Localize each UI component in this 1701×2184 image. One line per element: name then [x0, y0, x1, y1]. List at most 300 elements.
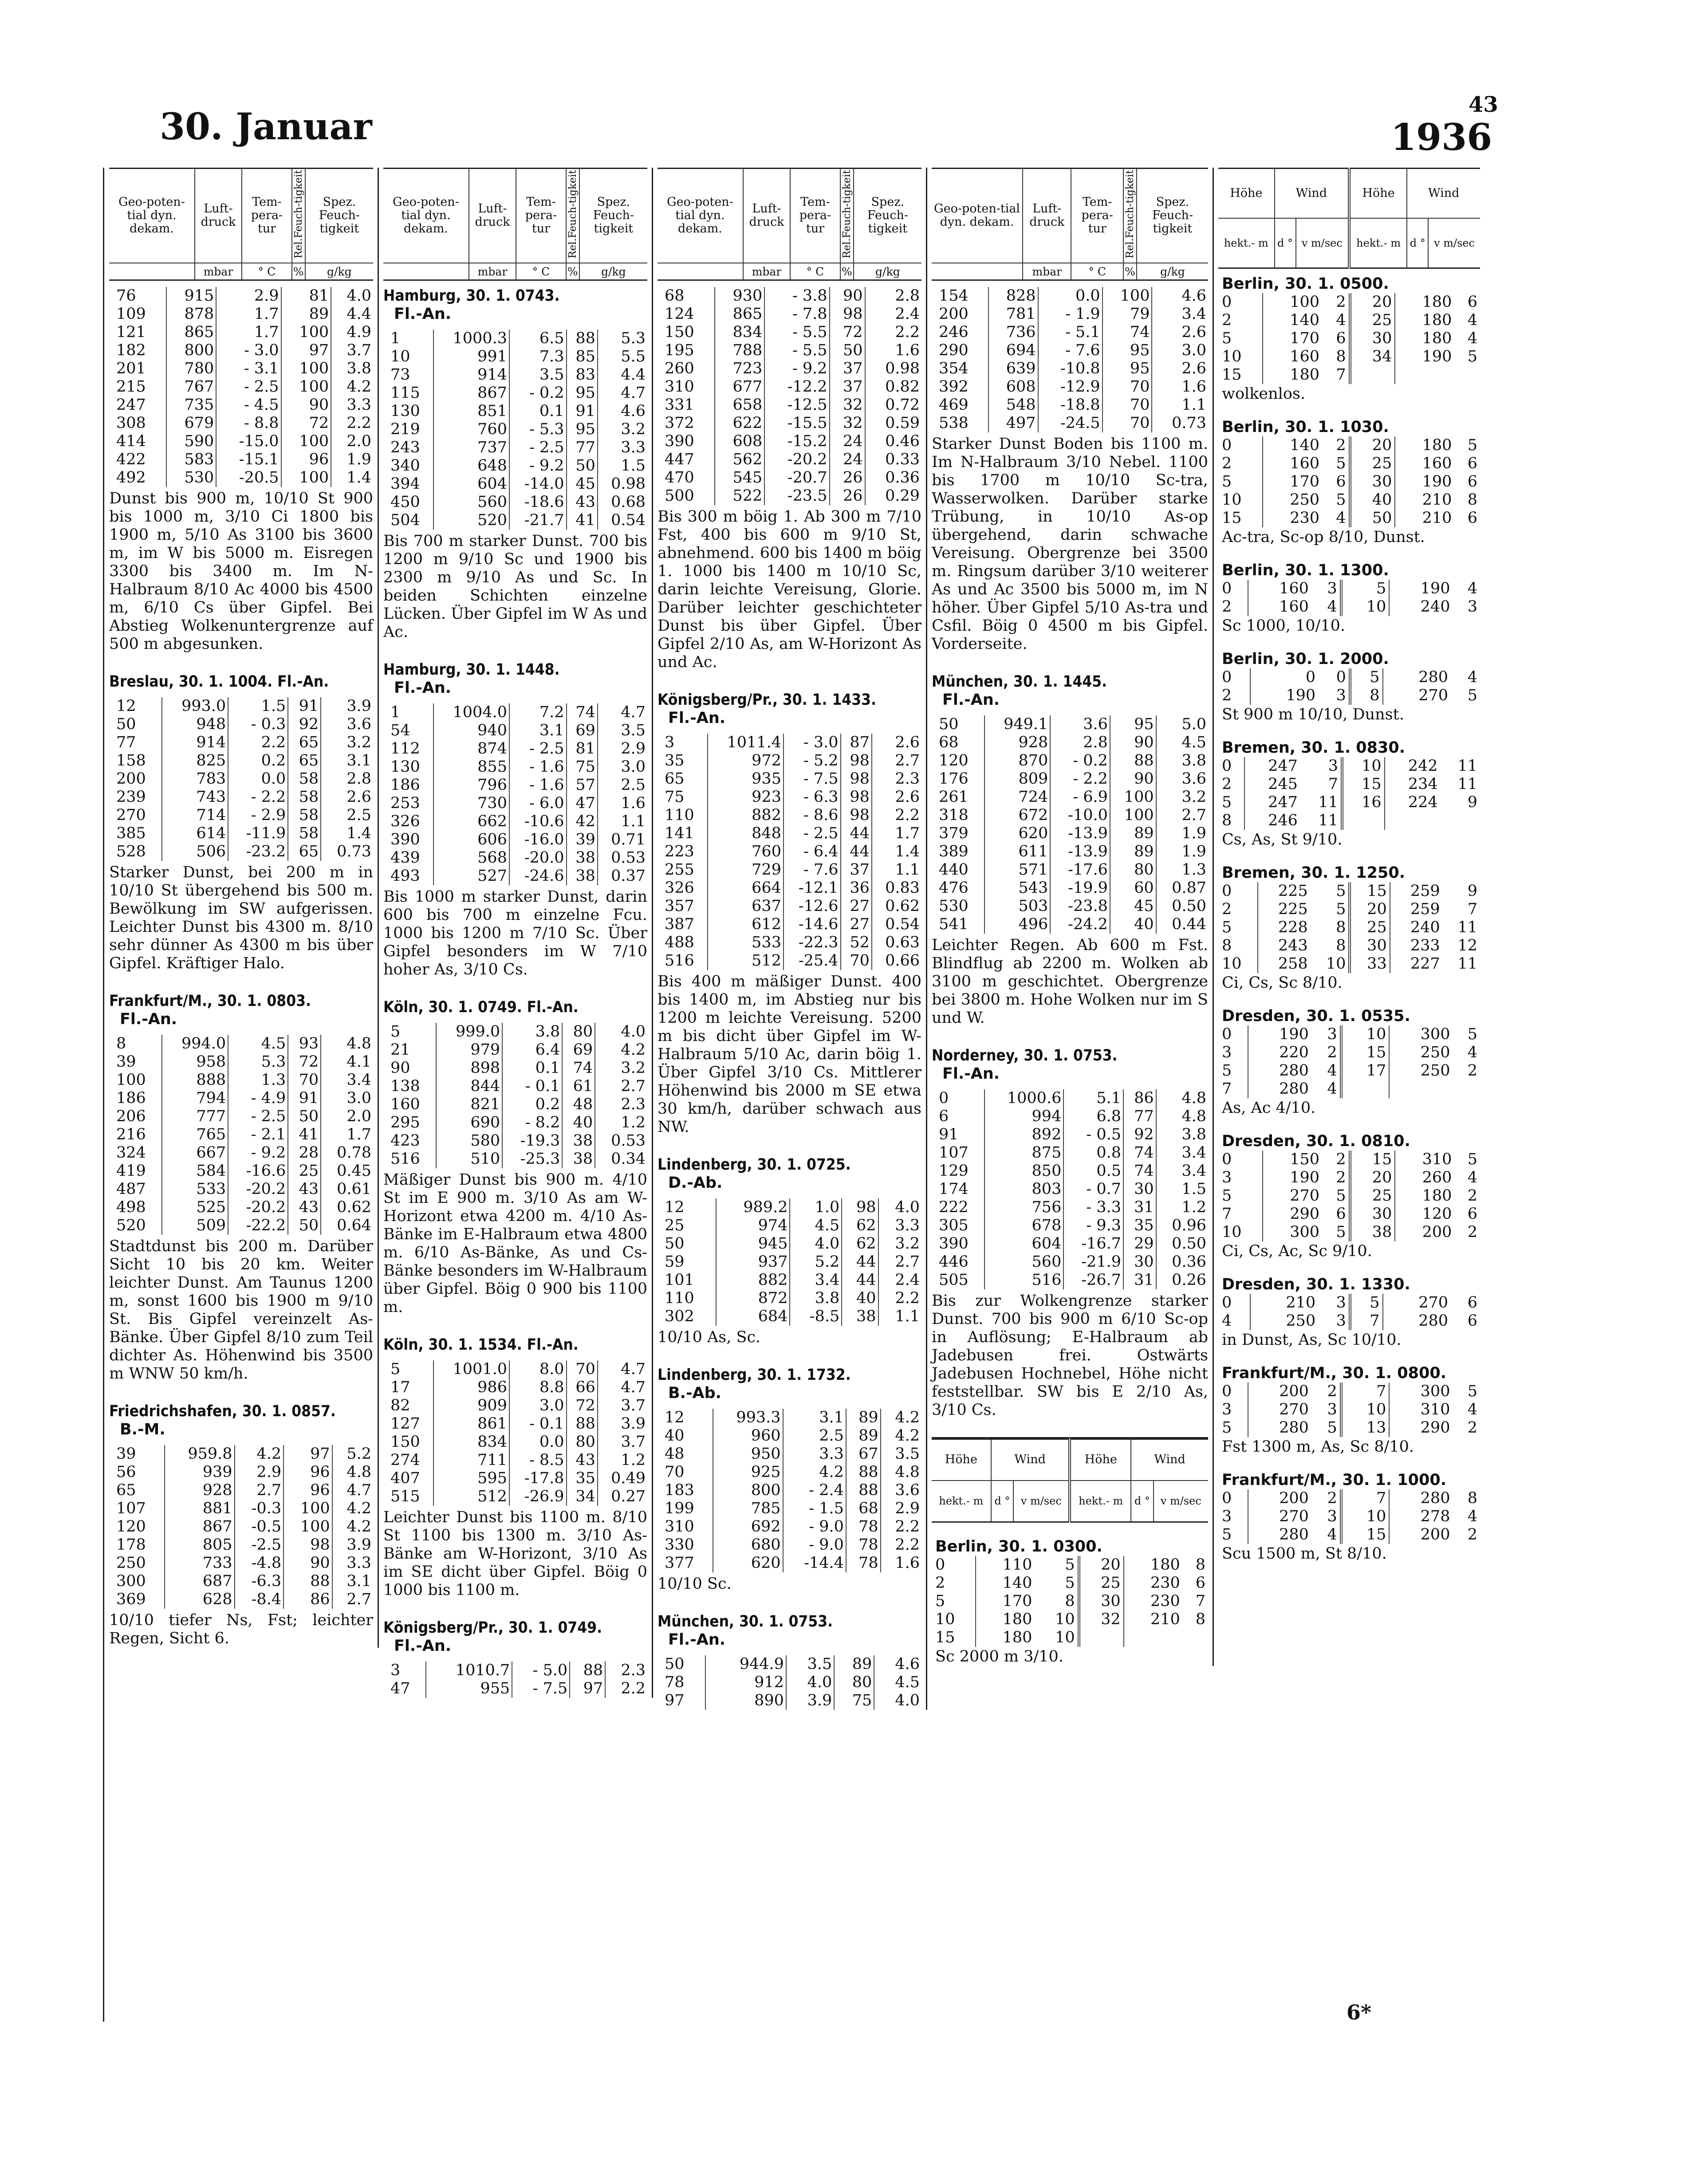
table-cell: 10 — [1222, 955, 1242, 973]
table-cell: 15 — [1222, 366, 1242, 384]
table-cell: 694 — [988, 342, 1038, 360]
page-number: 43 — [1469, 92, 1498, 117]
table-row — [383, 740, 647, 758]
ascent-table — [109, 1035, 373, 1235]
table-cell: - 2.5 — [228, 1108, 288, 1126]
table-row — [932, 1108, 1208, 1126]
table-row — [1218, 348, 1480, 366]
table-cell: 3.9 — [332, 1536, 373, 1554]
table-cell: 394 — [390, 475, 420, 493]
table-cell: 888 — [162, 1071, 228, 1089]
table-row — [383, 1397, 647, 1415]
table-cell: 1.4 — [331, 469, 373, 487]
table-cell: 120 — [939, 751, 969, 770]
observation-note: Bis 400 m mäßiger Dunst. 400 bis 1400 m, im Abstieg nur bis 1200 m leichte Vereisung. 5200 m bis dicht über Gipfel im W-Halbraum 5/10 Ac, darin böig 1. Über Gipfel 3/10 Cs. Mittlerer Höhenwind bis 2000 m SE etwa 30 km/h, darüber schwach aus NW. — [658, 972, 921, 1136]
table-cell: 4.0 — [790, 1235, 842, 1253]
table-row — [932, 305, 1208, 323]
table-cell: -18.6 — [509, 493, 567, 511]
table-cell: 15 — [1341, 1526, 1390, 1544]
table-cell: - 2.4 — [783, 1481, 846, 1500]
table-cell: 5 — [1467, 1025, 1477, 1043]
table-cell: 199 — [665, 1499, 694, 1517]
table-cell: 34 — [1350, 348, 1395, 366]
table-cell: 723 — [715, 360, 765, 378]
table-cell: 0.62 — [321, 1198, 373, 1217]
station-title: Frankfurt/M., 30. 1. 1000. — [1222, 1471, 1446, 1489]
table-cell: -15.1 — [216, 451, 281, 469]
table-cell: 3 — [1327, 580, 1337, 597]
table-cell: 200 — [1248, 1489, 1311, 1508]
table-row — [109, 287, 373, 305]
table-cell: 3.5 — [786, 1655, 834, 1673]
table-cell: 878 — [166, 305, 217, 323]
table-cell: 100 — [284, 1500, 332, 1518]
table-row — [109, 1126, 373, 1144]
table-cell: 4.6 — [874, 1655, 921, 1673]
table-cell: 390 — [390, 830, 420, 848]
table-cell: 120 — [1395, 1205, 1454, 1223]
table-cell: 43 — [567, 1451, 598, 1469]
table-cell: 2 — [1467, 1526, 1477, 1544]
table-row — [932, 843, 1208, 861]
table-cell: 141 — [665, 824, 694, 842]
table-cell: 81 — [281, 287, 331, 305]
table-cell: 6 — [1467, 1205, 1477, 1223]
table-cell: 0 — [1222, 1151, 1232, 1168]
table-cell: 0 — [1222, 668, 1232, 686]
table-row — [932, 1235, 1208, 1253]
table-cell: 3.5 — [881, 1445, 921, 1463]
column-3 — [653, 168, 927, 1710]
table-cell: - 2.5 — [509, 439, 567, 457]
table-cell: 17 — [390, 1378, 410, 1396]
table-cell: 56 — [116, 1463, 136, 1481]
table-cell: 17 — [1341, 1062, 1390, 1080]
table-row — [932, 1592, 1208, 1611]
table-cell: 35 — [567, 1469, 598, 1488]
table-cell: 730 — [433, 794, 509, 813]
table-cell: 259 — [1390, 900, 1443, 919]
table-cell: 4 — [1467, 311, 1477, 329]
table-cell: 7 — [1222, 1205, 1232, 1223]
table-cell: 222 — [939, 1198, 969, 1216]
table-cell: 4.8 — [321, 1035, 373, 1053]
table-cell: 994 — [984, 1108, 1064, 1126]
table-cell: -21.9 — [1063, 1253, 1123, 1271]
table-cell: 5 — [935, 1592, 945, 1610]
table-cell: - 0.5 — [1063, 1126, 1123, 1144]
table-cell: 200 — [1395, 1223, 1454, 1241]
table-cell: 180 — [1124, 1556, 1183, 1574]
table-cell: 0.33 — [865, 451, 921, 469]
table-cell: 679 — [166, 414, 217, 432]
table-cell: 90 — [284, 1554, 332, 1572]
table-cell: 0.53 — [598, 849, 647, 867]
table-cell: 239 — [116, 788, 146, 806]
table-row — [658, 1518, 921, 1536]
table-cell: 28 — [288, 1144, 321, 1162]
table-row — [1218, 330, 1480, 348]
table-cell: 326 — [390, 812, 420, 830]
table-cell: 44 — [842, 1253, 878, 1271]
table-cell: 245 — [1244, 775, 1300, 793]
table-cell: 35 — [665, 751, 685, 770]
table-cell: 1.4 — [872, 843, 921, 861]
table-cell: 243 — [1258, 937, 1311, 955]
table-row — [383, 1150, 647, 1168]
table-cell: 58 — [288, 825, 321, 843]
table-row — [1218, 919, 1480, 937]
table-cell: - 6.3 — [784, 788, 841, 806]
table-cell: 31 — [1123, 1198, 1156, 1217]
table-cell: 974 — [716, 1217, 790, 1235]
table-cell: - 5.1 — [1038, 323, 1102, 342]
table-cell: 372 — [665, 414, 694, 432]
table-cell: 24 — [830, 451, 865, 469]
table-cell: 54 — [390, 721, 410, 739]
table-cell: 0.0 — [1038, 287, 1102, 305]
table-cell: 414 — [116, 432, 146, 450]
table-cell: - 8.6 — [784, 806, 841, 825]
table-cell: 130 — [390, 402, 420, 420]
table-cell: 0.87 — [1156, 879, 1208, 897]
table-row — [383, 813, 647, 831]
table-row — [658, 1673, 921, 1692]
table-cell: - 5.2 — [784, 752, 841, 770]
station-title: München, 30. 1. 0753. — [658, 1612, 833, 1630]
table-cell: 70 — [1102, 378, 1152, 396]
table-cell: -20.2 — [228, 1180, 288, 1198]
table-cell: 0 — [1222, 882, 1232, 900]
table-cell: 3.1 — [509, 722, 567, 740]
table-cell: 180 — [976, 1611, 1035, 1629]
table-row — [383, 1662, 647, 1680]
table-cell: 3 — [1336, 687, 1346, 704]
table-cell: 95 — [567, 384, 598, 402]
table-cell: 3 — [1222, 1401, 1232, 1418]
table-cell: 6 — [1336, 330, 1346, 347]
table-row — [658, 414, 921, 432]
table-cell: 0.45 — [321, 1162, 373, 1180]
table-row — [109, 432, 373, 451]
table-cell: 91 — [288, 1089, 321, 1108]
table-cell — [1079, 1629, 1124, 1647]
table-row — [109, 752, 373, 770]
table-cell: -22.3 — [784, 934, 841, 952]
table-cell: 522 — [715, 487, 765, 505]
table-cell: 571 — [984, 861, 1051, 879]
table-row — [109, 1463, 373, 1481]
table-cell: 5 — [1350, 668, 1383, 687]
table-cell: 8 — [1350, 687, 1383, 705]
table-cell — [1385, 812, 1441, 830]
table-cell: 3.3 — [332, 1554, 373, 1572]
table-cell: 628 — [165, 1591, 234, 1609]
table-row — [383, 1451, 647, 1469]
table-row — [658, 323, 921, 342]
table-cell: 527 — [433, 867, 509, 885]
table-cell: 250 — [116, 1554, 146, 1572]
table-cell: 200 — [939, 305, 969, 323]
table-cell: 25 — [1350, 455, 1395, 473]
page-year: 1936 — [1391, 116, 1492, 159]
table-cell: 3.3 — [598, 439, 647, 457]
table-cell: 247 — [116, 396, 146, 414]
table-cell: 2.8 — [321, 770, 373, 788]
table-cell: 805 — [165, 1536, 234, 1554]
table-cell — [1453, 1080, 1480, 1098]
table-cell: 86 — [284, 1591, 332, 1609]
table-cell: 0.27 — [598, 1488, 647, 1506]
table-cell: 62 — [842, 1217, 878, 1235]
table-cell: 4 — [1327, 1062, 1337, 1080]
wind-table — [1218, 580, 1480, 616]
table-cell: 224 — [1385, 793, 1441, 812]
table-cell: 3.8 — [502, 1023, 562, 1041]
table-cell: 95 — [1102, 342, 1152, 360]
table-cell: 875 — [984, 1144, 1064, 1162]
table-cell: 261 — [939, 788, 969, 806]
table-cell: 35 — [1123, 1217, 1156, 1235]
table-cell: 583 — [166, 451, 217, 469]
table-cell: 991 — [433, 348, 509, 366]
table-cell: 220 — [1248, 1044, 1311, 1062]
table-cell: 2 — [1222, 598, 1232, 616]
table-cell: 590 — [166, 432, 217, 451]
table-cell: 1.6 — [1152, 378, 1208, 396]
table-cell: 3 — [1327, 1025, 1337, 1043]
table-row — [932, 806, 1208, 825]
table-row — [932, 1089, 1208, 1108]
table-cell: 390 — [939, 1234, 969, 1253]
table-cell: 183 — [665, 1481, 694, 1499]
table-cell: 32 — [830, 414, 865, 432]
table-cell: 259 — [1390, 882, 1443, 900]
table-cell: 74 — [567, 703, 598, 722]
table-row — [658, 451, 921, 469]
table-row — [1218, 580, 1480, 598]
table-cell — [1183, 1629, 1208, 1647]
wind-table — [932, 1556, 1208, 1647]
table-cell: 10 — [1342, 757, 1385, 775]
page-footer: 6* — [1347, 2000, 1372, 2024]
table-cell: 4 — [1467, 668, 1477, 686]
table-cell: 30 — [1350, 330, 1395, 348]
table-cell: 512 — [708, 952, 784, 970]
table-cell: 2.2 — [331, 414, 373, 432]
table-cell: 98 — [284, 1536, 332, 1554]
table-cell: 89 — [834, 1655, 874, 1673]
table-cell: 280 — [1248, 1080, 1311, 1098]
table-cell: 10 — [1055, 1628, 1075, 1646]
observation-note: Mäßiger Dunst bis 900 m. 4/10 St im E 900 m. 3/10 As am W-Horizont etwa 4200 m. 4/10 As-Bänke im E-Halbraum etwa 4800 m. 6/10 As-Bänke, As und Cs-Bänke besonders im W-Halbraum über Gipfel. Böig 0 900 bis 1100 m. — [383, 1171, 647, 1316]
table-row — [383, 420, 647, 439]
table-cell: 9 — [1467, 882, 1477, 900]
table-cell: - 6.4 — [784, 843, 841, 861]
table-cell: -12.9 — [1038, 378, 1102, 396]
table-row — [383, 330, 647, 348]
table-cell — [1454, 366, 1480, 384]
table-cell: 190 — [1250, 687, 1319, 705]
table-row — [658, 1655, 921, 1673]
observation-note: Leichter Dunst bis 1100 m. 8/10 St 1100 bis 1300 m. 3/10 As-Bänke am W-Horizont, 3/10 As im SE dicht über Gipfel. Böig 0 1000 bis 1100 m. — [383, 1508, 647, 1599]
table-cell: 760 — [433, 420, 509, 439]
table-cell: 4.4 — [598, 366, 647, 384]
table-cell: 1.1 — [878, 1308, 922, 1326]
table-cell: 4.2 — [331, 378, 373, 396]
table-cell: 25 — [288, 1162, 321, 1180]
table-cell: 1.1 — [598, 813, 647, 831]
table-cell: 3.7 — [598, 1397, 647, 1415]
table-cell: 2 — [1467, 1062, 1477, 1080]
table-cell: 70 — [288, 1071, 321, 1089]
table-cell: 5 — [1336, 882, 1346, 900]
table-cell: 446 — [939, 1253, 969, 1271]
table-cell: 509 — [162, 1217, 228, 1235]
table-cell: 26 — [830, 487, 865, 505]
station-title: Berlin, 30. 1. 2000. — [1222, 650, 1389, 668]
table-cell: 97 — [281, 342, 331, 360]
table-cell: 10 — [935, 1610, 955, 1628]
table-cell: 6 — [1336, 1205, 1346, 1223]
table-cell: 0 — [1222, 1489, 1232, 1507]
table-cell: 604 — [984, 1235, 1064, 1253]
table-cell: 3.8 — [331, 360, 373, 378]
table-row — [383, 1077, 647, 1096]
table-cell: 201 — [116, 359, 146, 377]
table-row — [1218, 882, 1480, 900]
station-subtitle: Fl.-An. — [668, 709, 726, 727]
table-row — [932, 897, 1208, 915]
table-row — [383, 1379, 647, 1397]
table-cell: 777 — [162, 1108, 228, 1126]
table-cell: 95 — [1102, 360, 1152, 378]
table-cell: 31 — [1123, 1271, 1156, 1289]
table-row — [658, 1500, 921, 1518]
table-row — [1218, 436, 1480, 455]
table-cell: 39 — [567, 831, 598, 849]
table-cell: 1001.0 — [433, 1360, 509, 1379]
table-cell: 20 — [1350, 900, 1390, 919]
table-cell: 1 — [390, 703, 401, 721]
table-cell: -20.0 — [509, 849, 567, 867]
table-cell: 115 — [390, 384, 420, 402]
table-cell: 74 — [562, 1059, 595, 1077]
table-cell: 243 — [390, 438, 420, 456]
table-cell: 648 — [433, 457, 509, 475]
table-cell: 6 — [1336, 473, 1346, 491]
table-cell: 1.9 — [1156, 825, 1208, 843]
table-cell: -20.2 — [228, 1198, 288, 1217]
table-cell: - 1.9 — [1038, 305, 1102, 323]
table-cell: 180 — [1395, 436, 1454, 455]
table-cell: 470 — [665, 468, 694, 487]
table-cell: 300 — [116, 1572, 146, 1590]
table-cell: 672 — [984, 806, 1051, 825]
table-cell: 925 — [713, 1463, 783, 1481]
table-cell: 12 — [116, 697, 136, 715]
table-cell: 4.0 — [786, 1673, 834, 1692]
table-cell: 6.4 — [502, 1041, 562, 1059]
table-cell: 0.66 — [872, 952, 921, 970]
table-cell: 3.3 — [331, 396, 373, 414]
table-cell: 65 — [288, 752, 321, 770]
table-cell: 538 — [939, 414, 969, 432]
table-row — [658, 360, 921, 378]
table-cell: 3 — [1327, 1401, 1337, 1418]
table-cell: 488 — [665, 933, 694, 951]
table-row — [1218, 1312, 1480, 1330]
table-row — [1218, 1294, 1480, 1312]
table-cell: 4 — [1222, 1312, 1232, 1330]
table-row — [109, 1053, 373, 1071]
table-row — [383, 1433, 647, 1451]
table-cell: 735 — [166, 396, 217, 414]
table-cell: 109 — [116, 305, 146, 323]
table-cell: 5 — [1336, 1223, 1346, 1241]
table-cell: 216 — [116, 1125, 146, 1143]
table-row — [383, 1680, 647, 1698]
table-cell: 0.73 — [321, 843, 373, 861]
table-row — [932, 752, 1208, 770]
table-cell: 80 — [834, 1673, 874, 1692]
table-row — [1218, 366, 1480, 384]
table-row — [658, 1271, 921, 1289]
table-cell: 6 — [1467, 473, 1477, 491]
table-cell: 3.0 — [321, 1089, 373, 1108]
table-cell: - 7.5 — [784, 770, 841, 788]
table-row — [932, 414, 1208, 432]
table-cell: 0.63 — [872, 934, 921, 952]
table-row — [658, 1253, 921, 1271]
table-cell: 89 — [281, 305, 331, 323]
table-cell: 140 — [1263, 436, 1322, 455]
table-cell: 2.5 — [783, 1427, 846, 1445]
table-cell: 88 — [570, 1662, 605, 1680]
table-row — [658, 1481, 921, 1500]
table-cell: 0 — [1222, 580, 1232, 597]
table-cell: 6.8 — [1063, 1108, 1123, 1126]
table-row — [383, 511, 647, 530]
table-cell: - 9.2 — [228, 1144, 288, 1162]
station-title: München, 30. 1. 1445. — [932, 672, 1107, 691]
table-cell: 935 — [708, 770, 784, 788]
table-cell: 3.6 — [1156, 770, 1208, 788]
table-cell: 419 — [116, 1162, 146, 1180]
table-cell: 855 — [433, 758, 509, 776]
table-cell: - 3.0 — [784, 734, 841, 752]
table-cell: 246 — [939, 323, 969, 341]
table-cell: 70 — [841, 952, 872, 970]
table-cell: 270 — [1263, 1187, 1322, 1205]
table-cell: 90 — [830, 287, 865, 305]
table-cell: 81 — [567, 740, 598, 758]
table-cell: 595 — [433, 1469, 509, 1488]
ascent-table — [932, 287, 1208, 432]
table-cell: -14.4 — [783, 1554, 846, 1572]
table-cell: 949.1 — [984, 715, 1051, 734]
station-subtitle: Fl.-An. — [394, 679, 452, 697]
table-cell: 390 — [665, 432, 694, 450]
table-row — [658, 378, 921, 396]
table-cell: 5.2 — [790, 1253, 842, 1271]
table-cell: - 9.2 — [509, 457, 567, 475]
station-subtitle: D.-Ab. — [668, 1174, 723, 1192]
table-cell: 3.4 — [790, 1271, 842, 1289]
table-cell: 77 — [116, 733, 136, 751]
table-cell: 4.2 — [783, 1463, 846, 1481]
table-cell: 25 — [1350, 1187, 1395, 1205]
